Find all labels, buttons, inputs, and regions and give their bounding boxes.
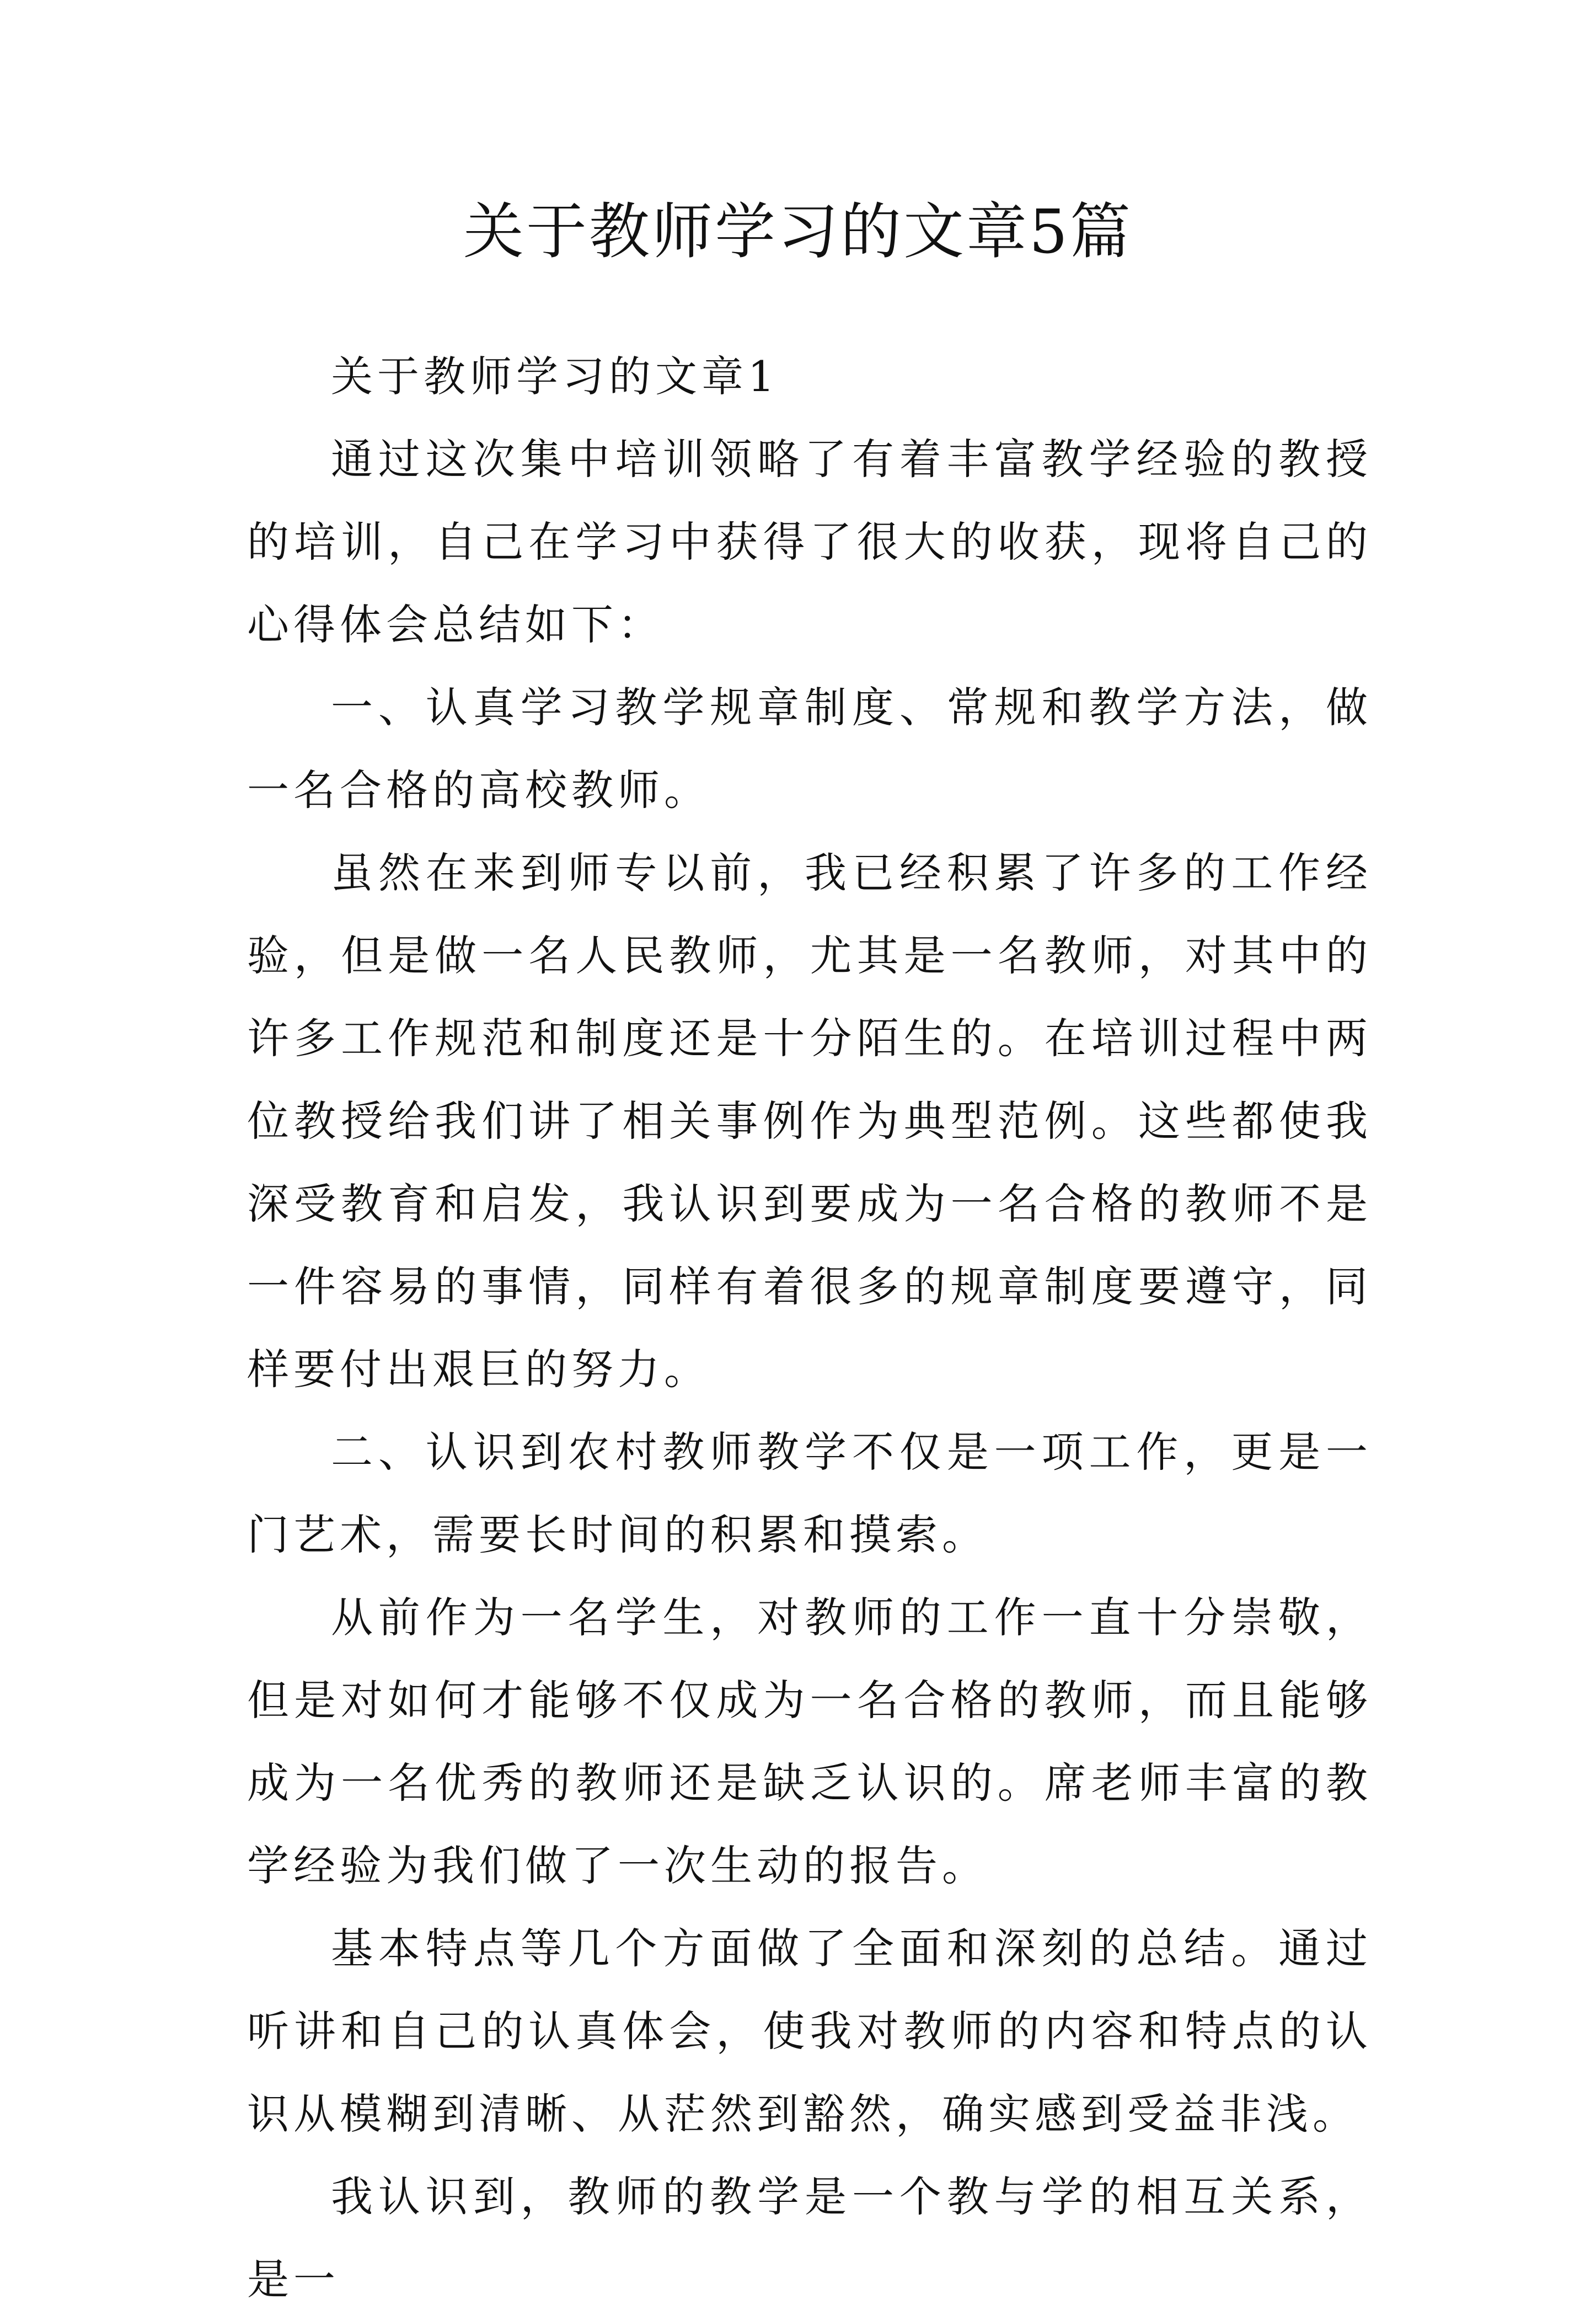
paragraph: 从前作为一名学生，对教师的工作一直十分崇敬，但是对如何才能够不仅成为一名合格的教师，而且能够成为一名优秀的教师还是缺乏认识的。席老师丰富的教学经验为我们做了一次生动的报告。 (247, 1593, 1372, 1890)
paragraph: 我认识到，教师的教学是一个教与学的相互关系，是一 (247, 2172, 1372, 2304)
paragraph: 一、认真学习教学规章制度、常规和教学方法，做一名合格的高校教师。 (247, 683, 1372, 815)
document-title: 关于教师学习的文章5篇 (463, 196, 1133, 267)
paragraph: 基本特点等几个方面做了全面和深刻的总结。通过听讲和自己的认真体会，使我对教师的内容和特点的认识从模糊到清晰、从茫然到豁然，确实感到受益非浅。 (247, 1924, 1372, 2138)
paragraph: 通过这次集中培训领略了有着丰富教学经验的教授的培训，自己在学习中获得了很大的收获，现将自己的心得体会总结如下： (247, 435, 1372, 649)
paragraph: 虽然在来到师专以前，我已经积累了许多的工作经验，但是做一名人民教师，尤其是一名教师，对其中的许多工作规范和制度还是十分陌生的。在培训过程中两位教授给我们讲了相关事例作为典型范例。这些都使我深受教育和启发，我认识到要成为一名合格的教师不是一件容易的事情，同样有着很多的规章制度要遵守，同样要付出艰巨的努力。 (247, 848, 1372, 1394)
document-body (247, 335, 1372, 2321)
paragraph: 二、认识到农村教师教学不仅是一项工作，更是一门艺术，需要长时间的积累和摸索。 (247, 1427, 1372, 1559)
section-heading: 关于教师学习的文章1 (331, 352, 779, 401)
